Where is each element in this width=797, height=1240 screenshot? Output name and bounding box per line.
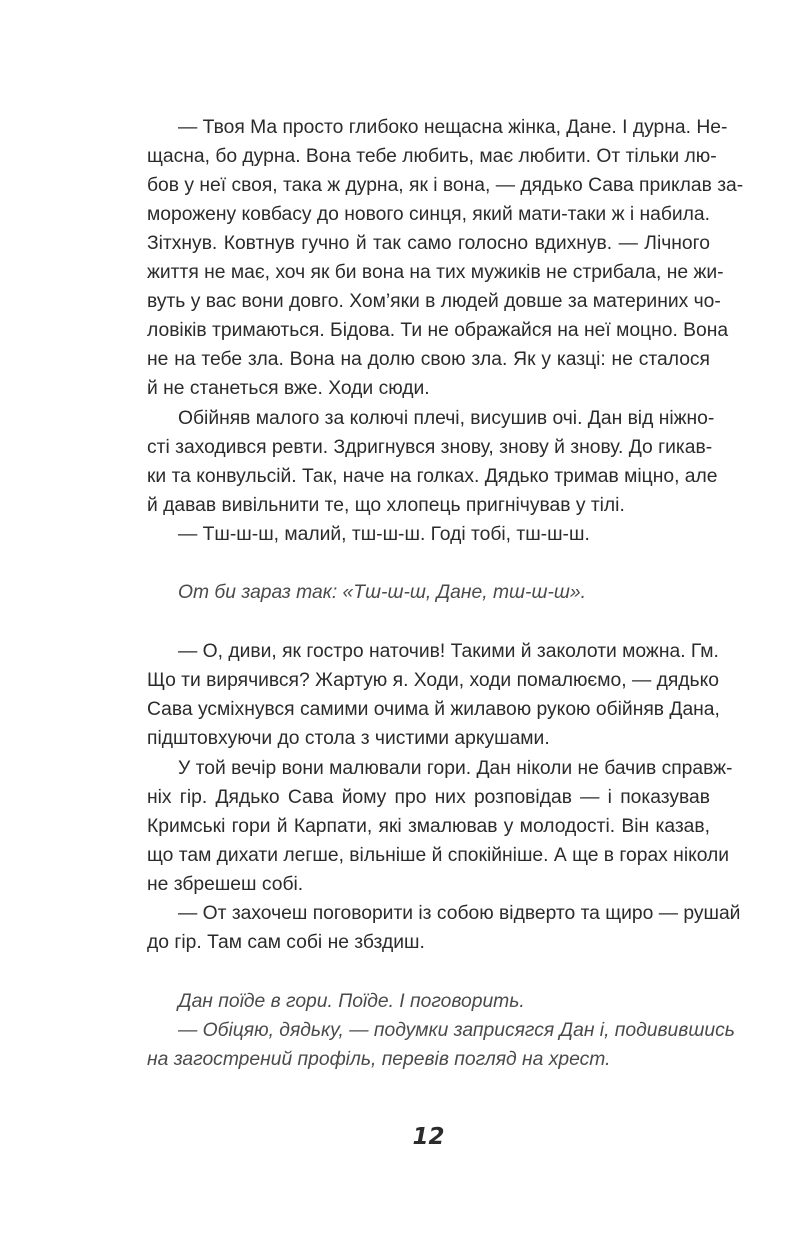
text-line: не на тебе зла. Вона на долю свою зла. Як у казці: не сталося: [147, 349, 710, 370]
text-line: не збрешеш собі.: [147, 874, 304, 895]
italic-line: Дан поїде в гори. Поїде. І поговорить.: [178, 991, 525, 1012]
text-line: до гір. Там сам собі не збздиш.: [147, 932, 425, 953]
page-number: 12: [412, 1124, 445, 1150]
text-line: що там дихати легше, вільніше й спокійніше. А ще в горах ніколи: [147, 845, 730, 866]
text-line: Що ти вирячився? Жартую я. Ходи, ходи помалюємо, — дядько: [147, 670, 719, 691]
text-line: й не станеться вже. Ходи сюди.: [147, 378, 430, 399]
text-line: життя не має, хоч як би вона на тих мужиків не стрибала, не жи-: [147, 262, 724, 283]
italic-line: — Обіцяю, дядьку, — подумки заприсягся Дан і, подивившись: [178, 1020, 735, 1041]
text-line: ніх гір. Дядько Сава йому про них розповідав — і показував: [147, 787, 710, 808]
text-line: — О, диви, як гостро наточив! Такими й заколоти можна. Гм.: [178, 641, 719, 662]
text-line: бов у неї своя, така ж дурна, як і вона, — дядько Сава приклав за-: [147, 175, 744, 196]
text-line: Обійняв малого за колючі плечі, висушив очі. Дан від ніжно-: [178, 408, 715, 429]
text-line: щасна, бо дурна. Вона тебе любить, має любити. От тільки лю-: [147, 146, 717, 167]
text-line: ки та конвульсій. Так, наче на голках. Дядько тримав міцно, але: [147, 466, 718, 487]
text-line: морожену ковбасу до нового синця, який мати-таки ж і набила.: [147, 204, 710, 225]
italic-line: на загострений профіль, перевів погляд на хрест.: [147, 1049, 611, 1070]
text-line: й давав вивільнити те, що хлопець пригнічував у тілі.: [147, 495, 625, 516]
text-line: — От захочеш поговорити із собою відверто та щиро — рушай: [178, 903, 741, 924]
text-line: Кримські гори й Карпати, які змалював у молодості. Він казав,: [147, 816, 710, 837]
book-page: [147, 0, 744, 1240]
text-line: Зітхнув. Ковтнув гучно й так само голосно вдихнув. — Лічного: [147, 233, 710, 254]
text-line: У той вечір вони малювали гори. Дан ніколи не бачив справж-: [178, 758, 733, 779]
text-line: підштовхуючи до стола з чистими аркушами.: [147, 728, 550, 749]
text-line: — Тш-ш-ш, малий, тш-ш-ш. Годі тобі, тш-ш-ш.: [178, 524, 590, 545]
text-line: ловіків тримаються. Бідова. Ти не ображайся на неї моцно. Вона: [147, 320, 729, 341]
text-line: вуть у вас вони довго. Хом’яки в людей довше за материних чо-: [147, 291, 721, 312]
text-line: Сава усміхнувся самими очима й жилавою рукою обійняв Дана,: [147, 699, 720, 720]
text-line: — Твоя Ма просто глибоко нещасна жінка, Дане. І дурна. Не-: [178, 117, 728, 138]
italic-line: От би зараз так: «Тш-ш-ш, Дане, тш-ш-ш».: [178, 582, 586, 603]
text-line: сті заходився ревти. Здригнувся знову, знову й знову. До гикав-: [147, 437, 713, 458]
